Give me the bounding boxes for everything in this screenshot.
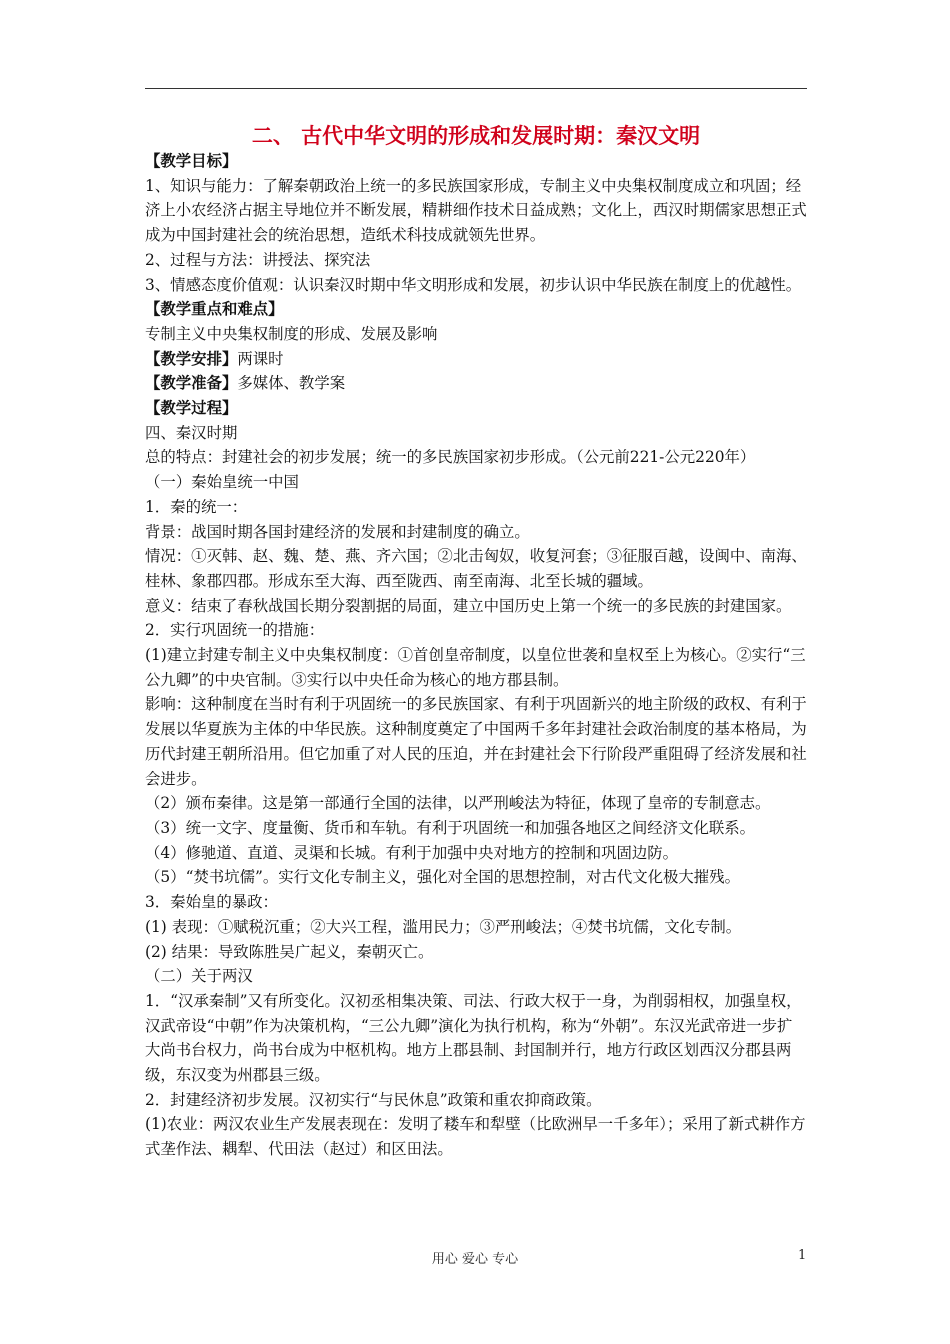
document-body [145, 149, 807, 1162]
section-qin-han: 四、秦汉时期 [145, 423, 238, 442]
heading-arrangement: 【教学安排】 [145, 349, 238, 368]
page-title: 二、 古代中华文明的形成和发展时期：秦汉文明 [251, 124, 701, 148]
item-qin-unification: 1．秦的统一： [145, 497, 248, 516]
goal-knowledge: 1、知识与能力：了解秦朝政治上统一的多民族国家形成，专制主义中央集权制度成立和巩固；经济上小农经济占据主导地位并不断发展，精耕细作技术日益成熟；文化上，西汉时期儒家思想正式成为中国封建社会的统治思想，造纸术科技成就领先世界。 [145, 176, 807, 245]
header-rule [145, 88, 807, 89]
page-number: 1 [798, 1248, 807, 1263]
subsection-two-han: （二）关于两汉 [145, 967, 253, 986]
overview-text: 总的特点：封建社会的初步发展；统一的多民族国家初步形成。（公元前221-公元220年） [145, 448, 756, 467]
heading-key-points: 【教学重点和难点】 [145, 300, 284, 319]
goal-process: 2、过程与方法：讲授法、探究法 [145, 250, 371, 269]
han-economy: 2．封建经济初步发展。汉初实行“与民休息”政策和重农抑商政策。 [145, 1090, 602, 1109]
arrangement-line [145, 347, 807, 372]
key-points-text: 专制主义中央集权制度的形成、发展及影响 [145, 324, 438, 343]
preparation-text: 多媒体、教学案 [237, 374, 346, 393]
goal-values: 3、情感态度价值观：认识秦汉时期中华文明形成和发展，初步认识中华民族在制度上的优越性。 [145, 275, 802, 294]
measure-book-burning: （5）“焚书坑儒”。实行文化专制主义，强化对全国的思想控制，对古代文化极大摧残。 [145, 868, 740, 887]
significance-text: 意义：结束了春秋战国长期分裂割据的局面，建立中国历史上第一个统一的多民族的封建国家。 [145, 596, 792, 615]
arrangement-text: 两课时 [237, 349, 284, 368]
item-tyranny: 3．秦始皇的暴政： [145, 893, 278, 912]
heading-preparation: 【教学准备】 [145, 374, 238, 393]
heading-teaching-goals: 【教学目标】 [145, 152, 238, 170]
heading-teaching-process: 【教学过程】 [145, 399, 238, 418]
page-footer: 用心 爱心 专心 [431, 1252, 519, 1267]
influence-text: 影响：这种制度在当时有利于巩固统一的多民族国家、有利于巩固新兴的地主阶级的政权、有利于发展以华夏族为主体的中华民族。这种制度奠定了中国两千多年封建社会政治制度的基本格局，为历代封建王朝所沿用。但它加重了对人民的压迫，并在封建社会下行阶段严重阻碍了经济发展和社会进步。 [145, 695, 807, 788]
han-political-system: 1．“汉承秦制”又有所变化。汉初丞相集决策、司法、行政大权于一身，为削弱相权，加强皇权，汉武帝设“中朝”作为决策机构，“三公九卿”演化为执行机构，称为“外朝”。东汉光武帝进一步扩大尚书台权力，尚书台成为中枢机构。地方上郡县制、封国制并行，地方行政区划西汉分郡县两级，东汉变为州郡县三级。 [145, 991, 802, 1085]
subsection-qin-unification: （一）秦始皇统一中国 [145, 473, 299, 492]
measure-qin-law: （2）颁布秦律。这是第一部通行全国的法律，以严刑峻法为特征，体现了皇帝的专制意志。 [145, 794, 771, 813]
situation-text: 情况：①灭韩、赵、魏、楚、燕、齐六国；②北击匈奴，收复河套；③征服百越，设闽中、南海、桂林、象郡四郡。形成东至大海、西至陇西、南至南海、北至长城的疆域。 [145, 547, 807, 590]
preparation-line [145, 371, 807, 396]
tyranny-result: (2) 结果：导致陈胜吴广起义，秦朝灭亡。 [145, 942, 434, 961]
tyranny-manifestation: (1) 表现：①赋税沉重；②大兴工程，滥用民力；③严刑峻法；④焚书坑儒，文化专制。 [145, 917, 742, 936]
han-agriculture: (1)农业：两汉农业生产发展表现在：发明了耧车和犁壁（比欧洲早一千多年）；采用了新式耕作方式垄作法、耦犁、代田法（赵过）和区田法。 [145, 1115, 806, 1159]
measure-centralization: (1)建立封建专制主义中央集权制度：①首创皇帝制度，以皇位世袭和皇权至上为核心。②实行“三公九卿”的中央官制。③实行以中央任命为核心的地方郡县制。 [145, 646, 806, 689]
measure-roads-walls: （4）修驰道、直道、灵渠和长城。有利于加强中央对地方的控制和巩固边防。 [145, 843, 679, 862]
item-consolidation-measures: 2．实行巩固统一的措施： [145, 621, 325, 640]
measure-standardization: （3）统一文字、度量衡、货币和车轨。有利于巩固统一和加强各地区之间经济文化联系。 [145, 818, 756, 837]
background-text: 背景：战国时期各国封建经济的发展和封建制度的确立。 [145, 522, 530, 541]
